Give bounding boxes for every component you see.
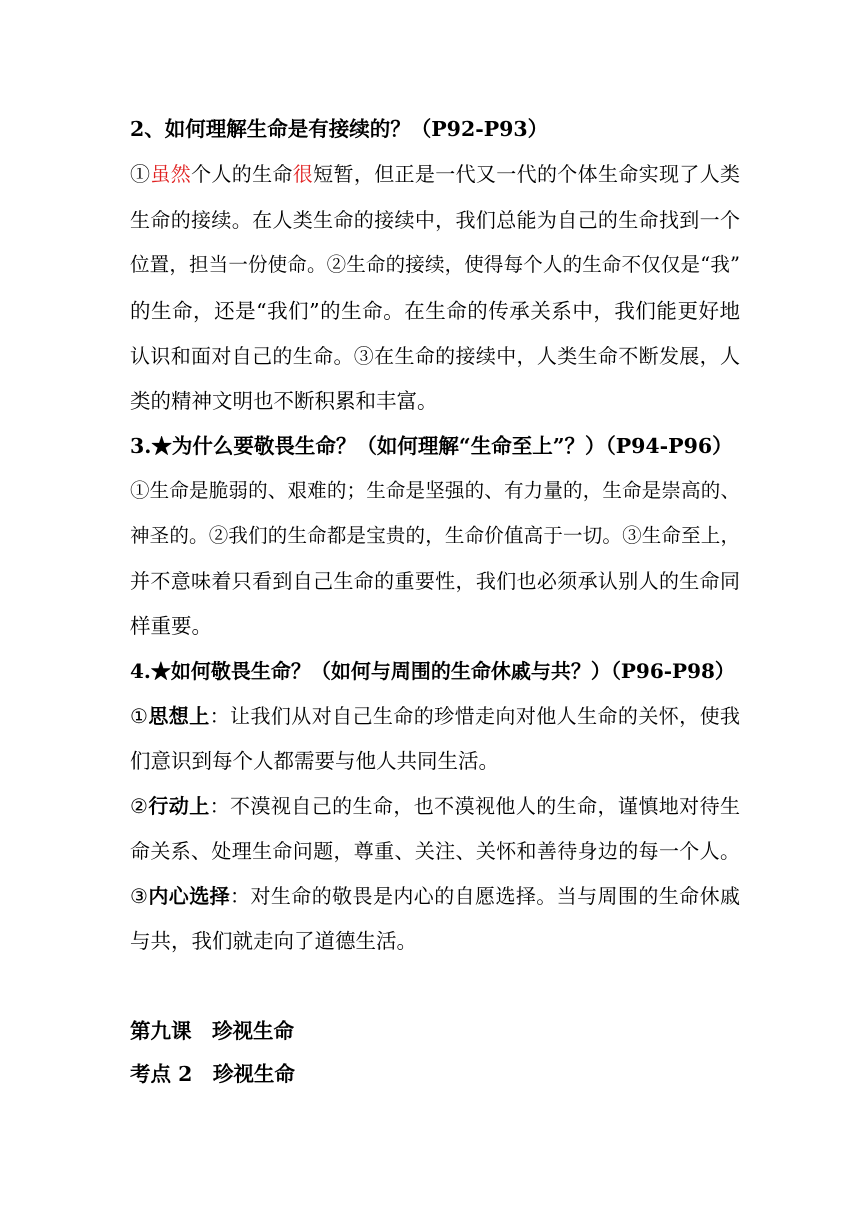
q2-line-1 — [130, 159, 740, 189]
q4-item-2-label: 行动上 — [148, 794, 210, 818]
q4-item-3-line-2: 与共，我们就走向了道德生活。 — [130, 929, 417, 953]
q2-line-6: 类的精神文明也不断积累和丰富。 — [130, 389, 438, 413]
q3-line-2: 神圣的。②我们的生命都是宝贵的，生命价值高于一切。③生命至上， — [130, 524, 740, 547]
q4-item-3 — [130, 881, 740, 911]
q3-heading: 3.★为什么要敬畏生命？（如何理解“生命至上”？）（P94-P96） — [130, 434, 733, 458]
q2-marker: ① — [130, 162, 151, 186]
q4-item-1-text: ：让我们从对自己生命的珍惜走向对他人生命的关怀，使我 — [209, 704, 741, 728]
q2-line-5: 认识和面对自己的生命。③在生命的接续中，人类生命不断发展，人 — [130, 344, 740, 368]
q3-line-3: 并不意味着只看到自己生命的重要性，我们也必须承认别人的生命同 — [130, 569, 740, 593]
q4-item-3-label: 内心选择 — [148, 884, 231, 908]
q2-emphasis-1: 虽然 — [150, 162, 192, 186]
q4-heading: 4.★如何敬畏生命？（如何与周围的生命休戚与共？）（P96-P98） — [130, 659, 735, 683]
q4-item-1-marker: ① — [130, 704, 149, 728]
q4-item-1-line-2: 们意识到每个人都需要与他人共同生活。 — [130, 749, 499, 773]
q3-line-4: 样重要。 — [130, 614, 212, 638]
q2-emphasis-2: 很 — [292, 162, 314, 186]
q3-line-1: ①生命是脆弱的、艰难的；生命是坚强的、有力量的，生命是崇高的、 — [130, 479, 740, 502]
q4-item-1-label: 思想上 — [148, 704, 210, 728]
q4-item-2-line-2: 命关系、处理生命问题，尊重、关注、关怀和善待身边的每一个人。 — [130, 839, 740, 863]
q2-line-3: 位置，担当一份使命。②生命的接续，使得每个人的生命不仅仅是“我” — [130, 253, 740, 276]
q4-item-3-marker: ③ — [130, 884, 149, 908]
q2-line-4: 的生命，还是“我们”的生命。在生命的传承关系中，我们能更好地 — [130, 299, 740, 323]
lesson-title: 第九课 珍视生命 — [130, 1019, 294, 1043]
lesson-point: 考点 2 珍视生命 — [130, 1062, 295, 1086]
q4-item-2-text: ：不漠视自己的生命，也不漠视他人的生命，谨慎地对待生 — [209, 794, 741, 818]
q4-item-1 — [130, 701, 740, 731]
q2-line-2: 生命的接续。在人类生命的接续中，我们总能为自己的生命找到一个 — [130, 208, 740, 232]
q4-item-3-text: ：对生命的敬畏是内心的自愿选择。当与周围的生命休戚 — [230, 884, 741, 908]
q2-text-a: 个人的生命 — [191, 162, 293, 186]
q4-item-2-marker: ② — [130, 794, 149, 818]
q4-item-2 — [130, 791, 740, 821]
q2-heading: 2、如何理解生命是有接续的？（P92-P93） — [130, 117, 549, 141]
q2-text-b: 短暂，但正是一代又一代的个体生命实现了人类 — [313, 162, 741, 186]
